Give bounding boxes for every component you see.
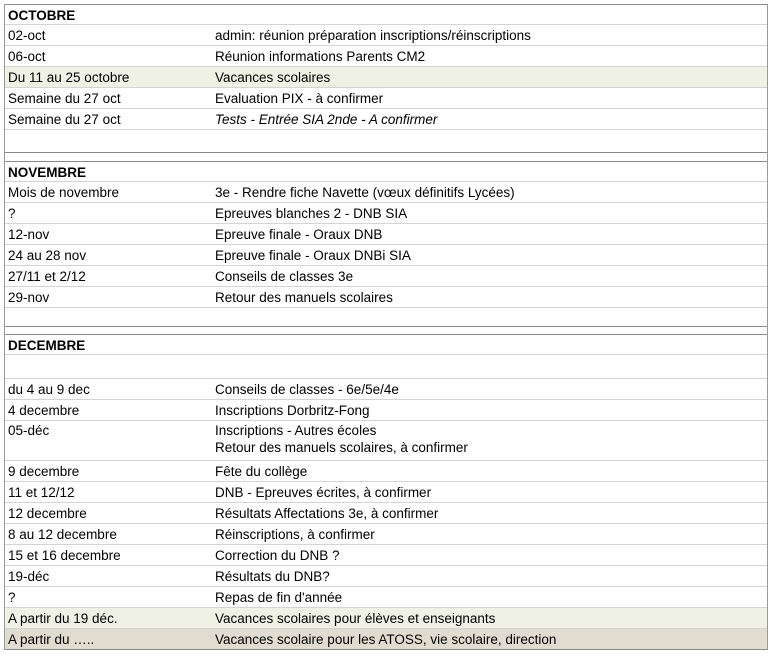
row-event: Inscriptions Dorbritz-Fong	[215, 403, 370, 418]
row-event: Fête du collège	[215, 464, 308, 479]
row-date: Semaine du 27 oct	[8, 112, 121, 127]
blank-row	[5, 308, 767, 327]
row-event: Vacances scolaire pour les ATOSS, vie scolaire, direction	[215, 632, 557, 647]
calendar-sheet	[4, 4, 768, 650]
row-event: Evaluation PIX - à confirmer	[215, 91, 384, 106]
row-date: Semaine du 27 oct	[8, 91, 121, 106]
row-event: Repas de fin d'année	[215, 590, 343, 605]
table-row-highlighted	[5, 629, 767, 650]
row-event: Conseils de classes - 6e/5e/4e	[215, 382, 399, 397]
row-date: 02-oct	[8, 28, 46, 43]
table-row	[5, 379, 767, 400]
table-row	[5, 421, 767, 461]
row-event: Inscriptions - Autres écoles	[215, 423, 377, 438]
row-event: Conseils de classes 3e	[215, 269, 354, 284]
row-date: 15 et 16 decembre	[8, 548, 121, 563]
blank-row	[5, 355, 767, 379]
row-date: 24 au 28 nov	[8, 248, 87, 263]
row-event: Vacances scolaires pour élèves et enseignants	[215, 611, 496, 626]
table-row	[5, 482, 767, 503]
row-date: A partir du …..	[8, 632, 95, 647]
blank-row	[5, 130, 767, 153]
table-row	[5, 400, 767, 421]
table-row	[5, 461, 767, 482]
table-row	[5, 25, 767, 46]
row-event: Résultats Affectations 3e, à confirmer	[215, 506, 439, 521]
row-event-second-line: Retour des manuels scolaires, à confirmer	[215, 440, 468, 455]
table-row	[5, 503, 767, 524]
row-date: 19-déc	[8, 569, 50, 584]
row-date: 27/11 et 2/12	[8, 269, 86, 284]
table-row	[5, 46, 767, 67]
row-event: Retour des manuels scolaires	[215, 290, 393, 305]
table-row	[5, 245, 767, 266]
row-event: Résultats du DNB?	[215, 569, 330, 584]
table-row	[5, 587, 767, 608]
row-event: Epreuves blanches 2 - DNB SIA	[215, 206, 408, 221]
row-date: du 4 au 9 dec	[8, 382, 90, 397]
section-header-novembre	[5, 161, 767, 182]
row-date: 06-oct	[8, 49, 46, 64]
table-row	[5, 88, 767, 109]
row-event: DNB - Epreuves écrites, à confirmer	[215, 485, 432, 500]
section-gap	[5, 153, 767, 161]
row-event: Réinscriptions, à confirmer	[215, 527, 375, 542]
section-header-octobre	[5, 4, 767, 25]
row-date: 12 decembre	[8, 506, 87, 521]
row-event: Vacances scolaires	[215, 70, 331, 85]
row-event: Epreuve finale - Oraux DNB	[215, 227, 383, 242]
section-header-decembre	[5, 334, 767, 355]
row-date: 4 decembre	[8, 403, 80, 418]
row-date: Du 11 au 25 octobre	[8, 70, 130, 85]
row-date: 05-déc	[8, 423, 50, 438]
table-row-highlighted	[5, 67, 767, 88]
row-event: Correction du DNB ?	[215, 548, 340, 563]
table-row	[5, 566, 767, 587]
table-row	[5, 524, 767, 545]
table-row	[5, 182, 767, 203]
table-row	[5, 266, 767, 287]
row-date: A partir du 19 déc.	[8, 611, 118, 626]
table-row	[5, 109, 767, 130]
table-row	[5, 545, 767, 566]
row-event: admin: réunion préparation inscriptions/réinscriptions	[215, 28, 531, 43]
row-event: Tests - Entrée SIA 2nde - A confirmer	[215, 112, 438, 127]
row-date: 12-nov	[8, 227, 50, 242]
section-title: OCTOBRE	[8, 8, 76, 23]
row-event-multiline	[215, 422, 468, 456]
table-row	[5, 203, 767, 224]
row-date: ?	[8, 590, 16, 605]
section-title: DECEMBRE	[8, 338, 86, 353]
row-event: 3e - Rendre fiche Navette (vœux définitifs Lycées)	[215, 185, 515, 200]
table-row	[5, 287, 767, 308]
row-date: ?	[8, 206, 16, 221]
row-date: 9 decembre	[8, 464, 80, 479]
row-event: Réunion informations Parents CM2	[215, 49, 426, 64]
section-title: NOVEMBRE	[8, 165, 87, 180]
row-date: 29-nov	[8, 290, 50, 305]
table-row	[5, 224, 767, 245]
row-date: 11 et 12/12	[8, 485, 75, 500]
row-event: Epreuve finale - Oraux DNBi SIA	[215, 248, 411, 263]
section-gap	[5, 327, 767, 334]
row-date: Mois de novembre	[8, 185, 120, 200]
row-date: 8 au 12 decembre	[8, 527, 117, 542]
table-row-highlighted	[5, 608, 767, 629]
